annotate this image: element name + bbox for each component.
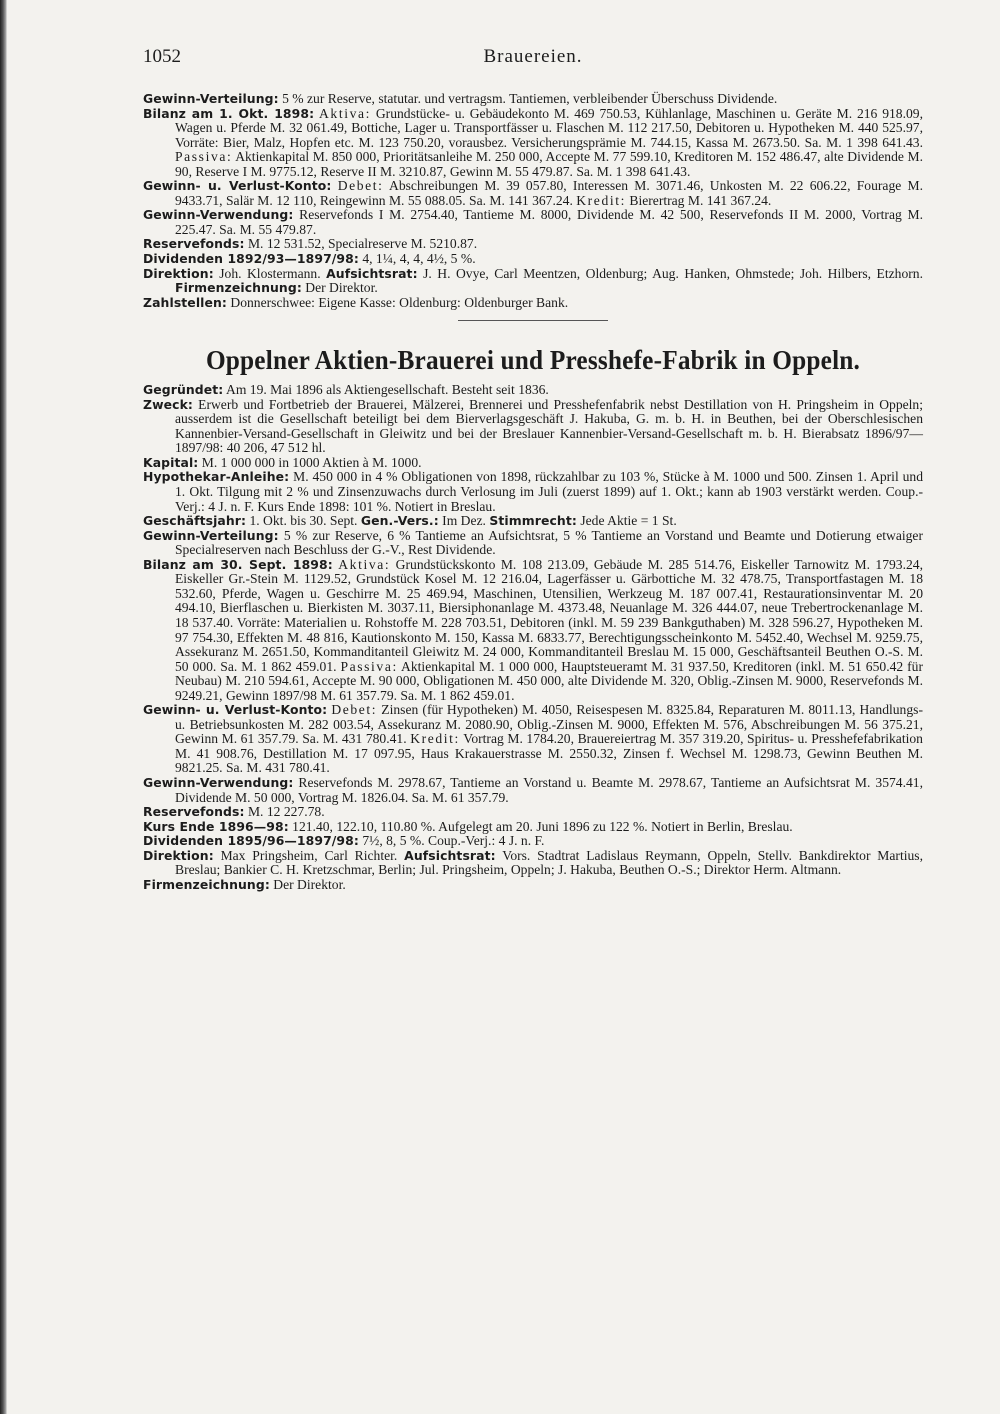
spaced-subheading: Kredit:: [576, 192, 626, 208]
entry-text: Am 19. Mai 1896 als Aktiengesellschaft. Besteht seit 1836.: [223, 382, 549, 398]
spaced-subheading: Aktiva:: [338, 556, 391, 572]
entry-label: Hypothekar-Anleihe:: [143, 469, 290, 485]
company-entry-kapital: [143, 456, 923, 471]
prev-entry-bilanz-am-1-okt-1898: [143, 107, 923, 180]
company-entry-geschaeftsjahr: [143, 514, 923, 529]
spaced-subheading: Debet:: [337, 178, 384, 194]
entry-text: 4, 1¼, 4, 4, 4½, 5 %.: [358, 251, 476, 267]
company-entry-firmenzeichnung: [143, 878, 923, 893]
entry-label: Kapital:: [143, 454, 199, 470]
page-number: 1052: [143, 46, 181, 67]
running-title: Brauereien.: [483, 46, 583, 67]
entry-text: Aktienkapital M. 1 000 000, Hauptsteueramt M. 31 937.50, Kreditoren (inkl. M. 51 650.42 für Neubau) M. 210 594.61, Accepte M. 90 000, Obligationen M. 450 000, alte Dividende M. 320, Oblig.-Zinsen M. 9000, Reservefonds M. 9249.21, Gewinn 1897/98 M. 61 357.79. Sa. M. 1 862 459.01.: [175, 658, 923, 703]
entry-text: Reservefonds M. 2978.67, Tantieme an Vorstand u. Beamte M. 2978.67, Tantieme an Aufsichtsrat M. 3574.41, Dividende M. 50 000, Vortrag M. 1826.04. Sa. M. 61 357.79.: [175, 774, 923, 805]
spaced-subheading: Passiva:: [340, 658, 398, 674]
entry-text: Reservefonds I M. 2754.40, Tantieme M. 8000, Dividende M. 42 500, Reservefonds II M. 2000, Vortrag M. 225.47. Sa. M. 55 479.87.: [175, 207, 923, 237]
page-content: [143, 92, 923, 892]
spaced-subheading: Passiva:: [175, 149, 233, 165]
entry-text: Der Direktor.: [301, 280, 378, 296]
inline-label: Aufsichtsrat:: [404, 847, 496, 863]
entry-text: Donnerschwee: Eigene Kasse: Oldenburg: Oldenburger Bank.: [227, 294, 569, 310]
inline-label: Aufsichtsrat:: [326, 265, 418, 281]
inline-label: Stimmrecht:: [489, 513, 577, 529]
spaced-subheading: Kredit:: [410, 731, 460, 747]
entry-label: Reservefonds:: [143, 804, 245, 820]
entry-text: M. 1 000 000 in 1000 Aktien à M. 1000.: [198, 454, 422, 470]
company-title: Oppelner Aktien-Brauerei und Presshefe-Fabrik in Oppeln.: [205, 344, 861, 376]
prev-entry-reservefonds: [143, 237, 923, 252]
prev-entry-zahlstellen: [143, 296, 923, 311]
entry-text: Der Direktor.: [269, 876, 346, 892]
entry-label: Gewinn- u. Verlust-Konto:: [143, 702, 328, 718]
company-entry-zweck: [143, 398, 923, 456]
company-entry-dividenden-1895-96-1897-98: [143, 834, 923, 849]
entry-label: Gewinn-Verteilung:: [143, 91, 279, 106]
company-entry-direktion: [143, 849, 923, 878]
entry-label: Dividenden 1892/93—1897/98:: [143, 251, 359, 267]
previous-company-section: [143, 92, 923, 310]
entry-text: 121.40, 122.10, 110.80 %. Aufgelegt am 20. Juni 1896 zu 122 %. Notiert in Berlin, Breslau.: [288, 818, 793, 834]
entry-text: Grundstückskonto M. 108 213.09, Gebäude M. 285 514.76, Eiskeller Tarnowitz M. 1793.24, Eiskeller Gr.-Stein M. 1129.52, Grundstück Kosel M. 12 216.04, Lagerfässer u. Gärbottiche M. 32 478.75, Transportfastagen M. 18 532.60, Pferde, Wagen u. Geschirre M. 25 469.94, Maschinen, Utensilien, Werkzeug M. 187 007.41, Restaurationsinventar M. 20 494.10, Bierflaschen u. Bierkisten M. 3037.11, Biersiphonanlage M. 4373.48, Neuanlage M. 326 444.07, neue Trebertrockenanlage M. 18 537.40. Vorräte: Materialien u. Rohstoffe M. 228 703.51, Debitoren (inkl. M. 59 239 Bankguthaben) M. 328 596.27, Hypotheken M. 97 754.30, Effekten M. 48 816, Kautionskonto M. 150, Kassa M. 6833.77, Berechtigungsscheinkonto M. 5452.40, Wechsel M. 9259.75, Assekuranz M. 2651.50, Kommanditanteil Gleiwitz M. 24 000, Kommanditanteil Breslau M. 15 000, Geschäftsanteil Beuthen O.-S. M. 50 000. Sa. M. 1 862 459.01.: [175, 556, 923, 674]
entry-text: M. 12 227.78.: [244, 804, 325, 820]
entry-label: Bilanz am 1. Okt. 1898:: [143, 105, 315, 121]
spaced-subheading: Aktiva:: [319, 105, 371, 121]
entry-label: Bilanz am 30. Sept. 1898:: [143, 556, 333, 572]
entry-text: Erwerb und Fortbetrieb der Brauerei, Mälzerei, Brennerei und Presshefenfabrik nebst Destillation von H. Pringsheim in Oppeln; ausserdem ist die Gesellschaft beteiligt bei dem Bierverlagsgeschäft J. Hakuba, G. m. b. H. in Beuthen, bei der Oberschlesischen Kannenbier-Versand-Gesellschaft in Gleiwitz und bei der Breslauer Kannenbier-Versand-Gesellschaft m. b. H. Bierabsatz 1896/97—1897/98: 40 206, 47 512 hl.: [175, 396, 923, 456]
entry-text: Vors. Stadtrat Ladislaus Reymann, Oppeln, Stellv. Bankdirektor Martius, Breslau; Bankier C. H. Kretzschmar, Berlin; Jul. Pringsheim, Oppeln; J. Hakuba, Beuthen O.-S.; Direktor Herm. Altmann.: [175, 847, 923, 878]
entry-text: 5 % zur Reserve, statutar. und vertragsm. Tantiemen, verbleibender Überschuss Dividende.: [278, 91, 778, 106]
company-entry-gewinn-verwendung: [143, 776, 923, 805]
entry-label: Dividenden 1895/96—1897/98:: [143, 833, 359, 849]
entry-text: Aktienkapital M. 850 000, Prioritätsanleihe M. 250 000, Accepte M. 77 599.10, Kreditoren M. 152 486.47, alte Dividende M. 90, Reserve I M. 9775.12, Reserve II M. 3210.87, Gewinn M. 55 479.87. Sa. M. 1 398 641.43.: [175, 149, 923, 179]
prev-entry-gewinn-verteilung: [143, 92, 923, 107]
prev-entry-gewinn-verwendung: [143, 208, 923, 237]
entry-text: M. 12 531.52, Specialreserve M. 5210.87.: [244, 236, 478, 252]
entry-text: J. H. Ovye, Carl Meentzen, Oldenburg; Aug. Hanken, Ohmstede; Joh. Hilbers, Etzhorn.: [417, 265, 923, 281]
company-entry-bilanz-am-30-sept-1898: [143, 558, 923, 703]
entry-label: Zahlstellen:: [143, 294, 227, 310]
company-entry-kurs-ende-1896-98: [143, 820, 923, 835]
entry-text: Jede Aktie = 1 St.: [576, 513, 677, 529]
entry-label: Direktion:: [143, 847, 214, 863]
entry-text: 1. Okt. bis 30. Sept.: [246, 513, 361, 529]
entry-label: Gewinn- u. Verlust-Konto:: [143, 178, 332, 194]
company-entry-reservefonds: [143, 805, 923, 820]
entry-label: Firmenzeichnung:: [143, 876, 270, 892]
entry-label: Reservefonds:: [143, 236, 245, 252]
section-separator: [458, 320, 608, 321]
company-entry-gewinn-verteilung: [143, 529, 923, 558]
entry-label: Gewinn-Verwendung:: [143, 774, 294, 790]
inline-label: Firmenzeichnung:: [175, 280, 302, 296]
company-section: [143, 383, 923, 892]
page-header: [143, 46, 923, 70]
inline-label: Gen.-Vers.:: [360, 513, 439, 529]
entry-text: Grundstücke- u. Gebäudekonto M. 469 750.53, Kühlanlage, Maschinen u. Geräte M. 216 918.09, Wagen u. Pferde M. 32 061.49, Bottiche, Lager u. Transportfässer u. Flaschen M. 112 217.50, Debitoren u. Hypotheken M. 440 525.97, Vorräte: Bier, Malz, Hopfen etc. M. 123 750.20, vorausbez. Versicherungsprämie M. 744.15, Kassa M. 2673.50. Sa. M. 1 398 641.43.: [175, 105, 923, 150]
prev-entry-dividenden-1892-93-1897-98: [143, 252, 923, 267]
page-binding-edge: [0, 0, 7, 1414]
entry-text: Max Pringsheim, Carl Richter.: [213, 847, 405, 863]
entry-text: Im Dez.: [438, 513, 490, 529]
entry-text: Abschreibungen M. 39 057.80, Interessen M. 3071.46, Unkosten M. 22 606.22, Fourage M. 9433.71, Salär M. 12 110, Reingewinn M. 55 088.05. Sa. M. 141 367.24.: [175, 178, 923, 208]
company-entry-hypothekar-anleihe: [143, 470, 923, 514]
prev-entry-direktion: [143, 267, 923, 296]
entry-text: 7½, 8, 5 %. Coup.-Verj.: 4 J. n. F.: [358, 833, 545, 849]
entry-text: Vortrag M. 1784.20, Brauereiertrag M. 357 319.20, Spiritus- u. Presshefefabrikation M. 41 908.76, Destillation M. 17 097.95, Haus Krakauerstrasse M. 2550.32, Zinsen f. Wechsel M. 1298.73, Gewinn Beuthen M. 9821.25. Sa. M. 431 780.41.: [175, 731, 923, 776]
entry-text: Zinsen (für Hypotheken) M. 4050, Reisespesen M. 8325.84, Reparaturen M. 8011.13, Handlungs- u. Betriebsunkosten M. 282 003.54, Assekuranz M. 2080.90, Oblig.-Zinsen M. 9000, Effekten M. 576, Abschreibungen M. 56 375.21, Gewinn M. 61 357.79. Sa. M. 431 780.41.: [175, 702, 923, 747]
entry-label: Gegründet:: [143, 382, 224, 398]
entry-text: Joh. Klostermann.: [213, 265, 327, 281]
entry-text: M. 450 000 in 4 % Obligationen von 1898, rückzahlbar zu 103 %, Stücke à M. 1000 und 500. Zinsen 1. April und 1. Okt. Tilgung mit 2 % und Zinsenzuwachs durch Verlosung im Juli (zuerst 1899) auf 1. Okt.; kann ab 1903 verstärkt werden. Coup.-Verj.: 4 J. n. F. Kurs Ende 1898: 101 %. Notiert in Breslau.: [175, 469, 923, 514]
entry-label: Gewinn-Verteilung:: [143, 527, 279, 543]
entry-label: Kurs Ende 1896—98:: [143, 818, 289, 834]
entry-label: Geschäftsjahr:: [143, 513, 247, 529]
prev-entry-gewinn-u-verlust-konto: [143, 179, 923, 208]
company-entry-gewinn-u-verlust-konto: [143, 703, 923, 776]
entry-label: Gewinn-Verwendung:: [143, 207, 294, 223]
entry-text: 5 % zur Reserve, 6 % Tantieme an Aufsichtsrat, 5 % Tantieme an Vorstand und Beamte und Dotierung etwaiger Specialreserven nach Beschluss der G.-V., Rest Dividende.: [175, 527, 923, 558]
spaced-subheading: Debet:: [331, 702, 378, 718]
entry-label: Zweck:: [143, 396, 193, 412]
company-entry-gegruendet: [143, 383, 923, 398]
entry-text: Bierertrag M. 141 367.24.: [625, 192, 772, 208]
entry-label: Direktion:: [143, 265, 214, 281]
